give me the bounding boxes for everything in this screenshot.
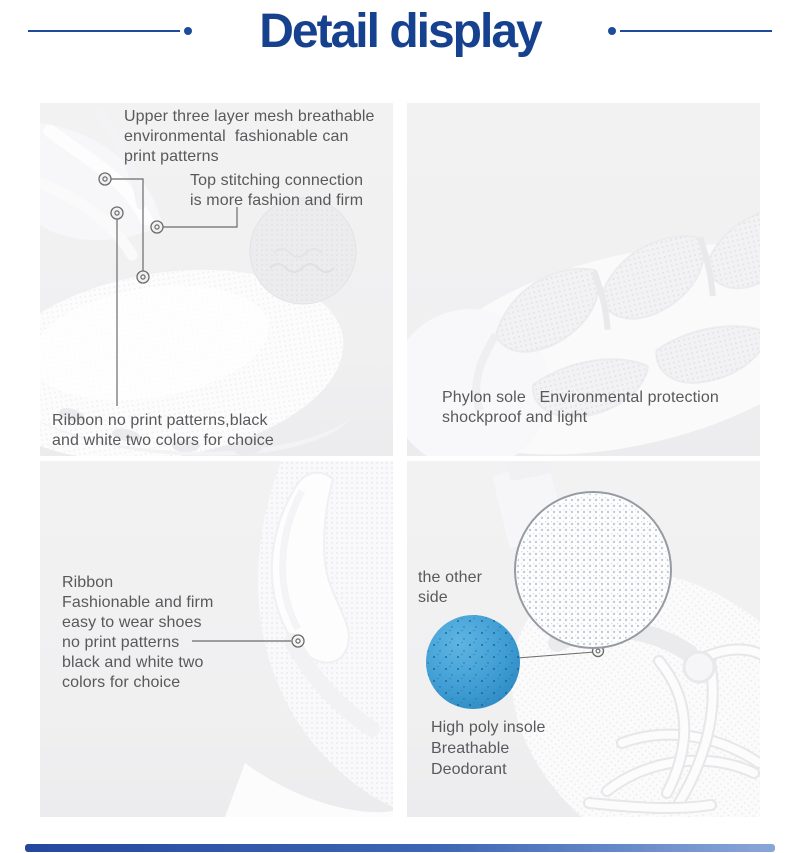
note-line: no print patterns — [62, 634, 180, 651]
zoom-texture-circle — [250, 198, 356, 304]
note-line: Upper three layer mesh breathable — [124, 108, 375, 125]
note-line: Phylon sole Environmental protection — [442, 389, 719, 406]
decor-dot-right-icon — [608, 27, 616, 35]
note-line: Breathable — [431, 740, 510, 757]
panel-insole-detail — [407, 461, 760, 817]
page-title: Detail display — [259, 5, 541, 58]
note-line: shockproof and light — [442, 409, 588, 426]
note-line: environmental fashionable can — [124, 128, 349, 145]
callout-marker-icon — [151, 221, 163, 233]
note-line: Ribbon no print patterns,black — [52, 412, 268, 429]
note-phylon-sole — [442, 388, 719, 428]
callout-marker-icon — [137, 271, 149, 283]
callout-marker-icon — [292, 635, 304, 647]
note-ribbon-colors — [52, 411, 274, 451]
panel-upper-detail — [40, 103, 393, 456]
note-line: side — [418, 589, 448, 606]
note-ribbon-features — [62, 573, 213, 693]
note-line: black and white two — [62, 654, 204, 671]
note-line: is more fashion and firm — [190, 192, 364, 209]
panel-sole-detail — [407, 103, 760, 456]
note-line: and white two colors for choice — [52, 432, 274, 449]
insole-zoom-circle — [426, 615, 520, 709]
callout-marker-icon — [99, 173, 111, 185]
mesh-zoom-circle — [515, 492, 671, 648]
note-line: easy to wear shoes — [62, 614, 202, 631]
note-line: Deodorant — [431, 761, 507, 778]
decor-line-right — [620, 30, 772, 32]
note-line: colors for choice — [62, 674, 181, 691]
panel-heel-detail — [40, 461, 393, 817]
note-upper-mesh — [124, 107, 375, 167]
note-other-side — [418, 568, 482, 608]
note-top-stitching — [190, 171, 363, 211]
note-insole — [431, 717, 546, 780]
note-line: Top stitching connection — [190, 172, 364, 189]
note-line: Ribbon — [62, 574, 114, 591]
note-line: print patterns — [124, 148, 219, 165]
note-line: High poly insole — [431, 719, 546, 736]
note-line: Fashionable and firm — [62, 594, 214, 611]
footer-accent-bar — [25, 844, 775, 852]
note-line: the other — [418, 569, 483, 586]
callout-marker-icon — [111, 207, 123, 219]
